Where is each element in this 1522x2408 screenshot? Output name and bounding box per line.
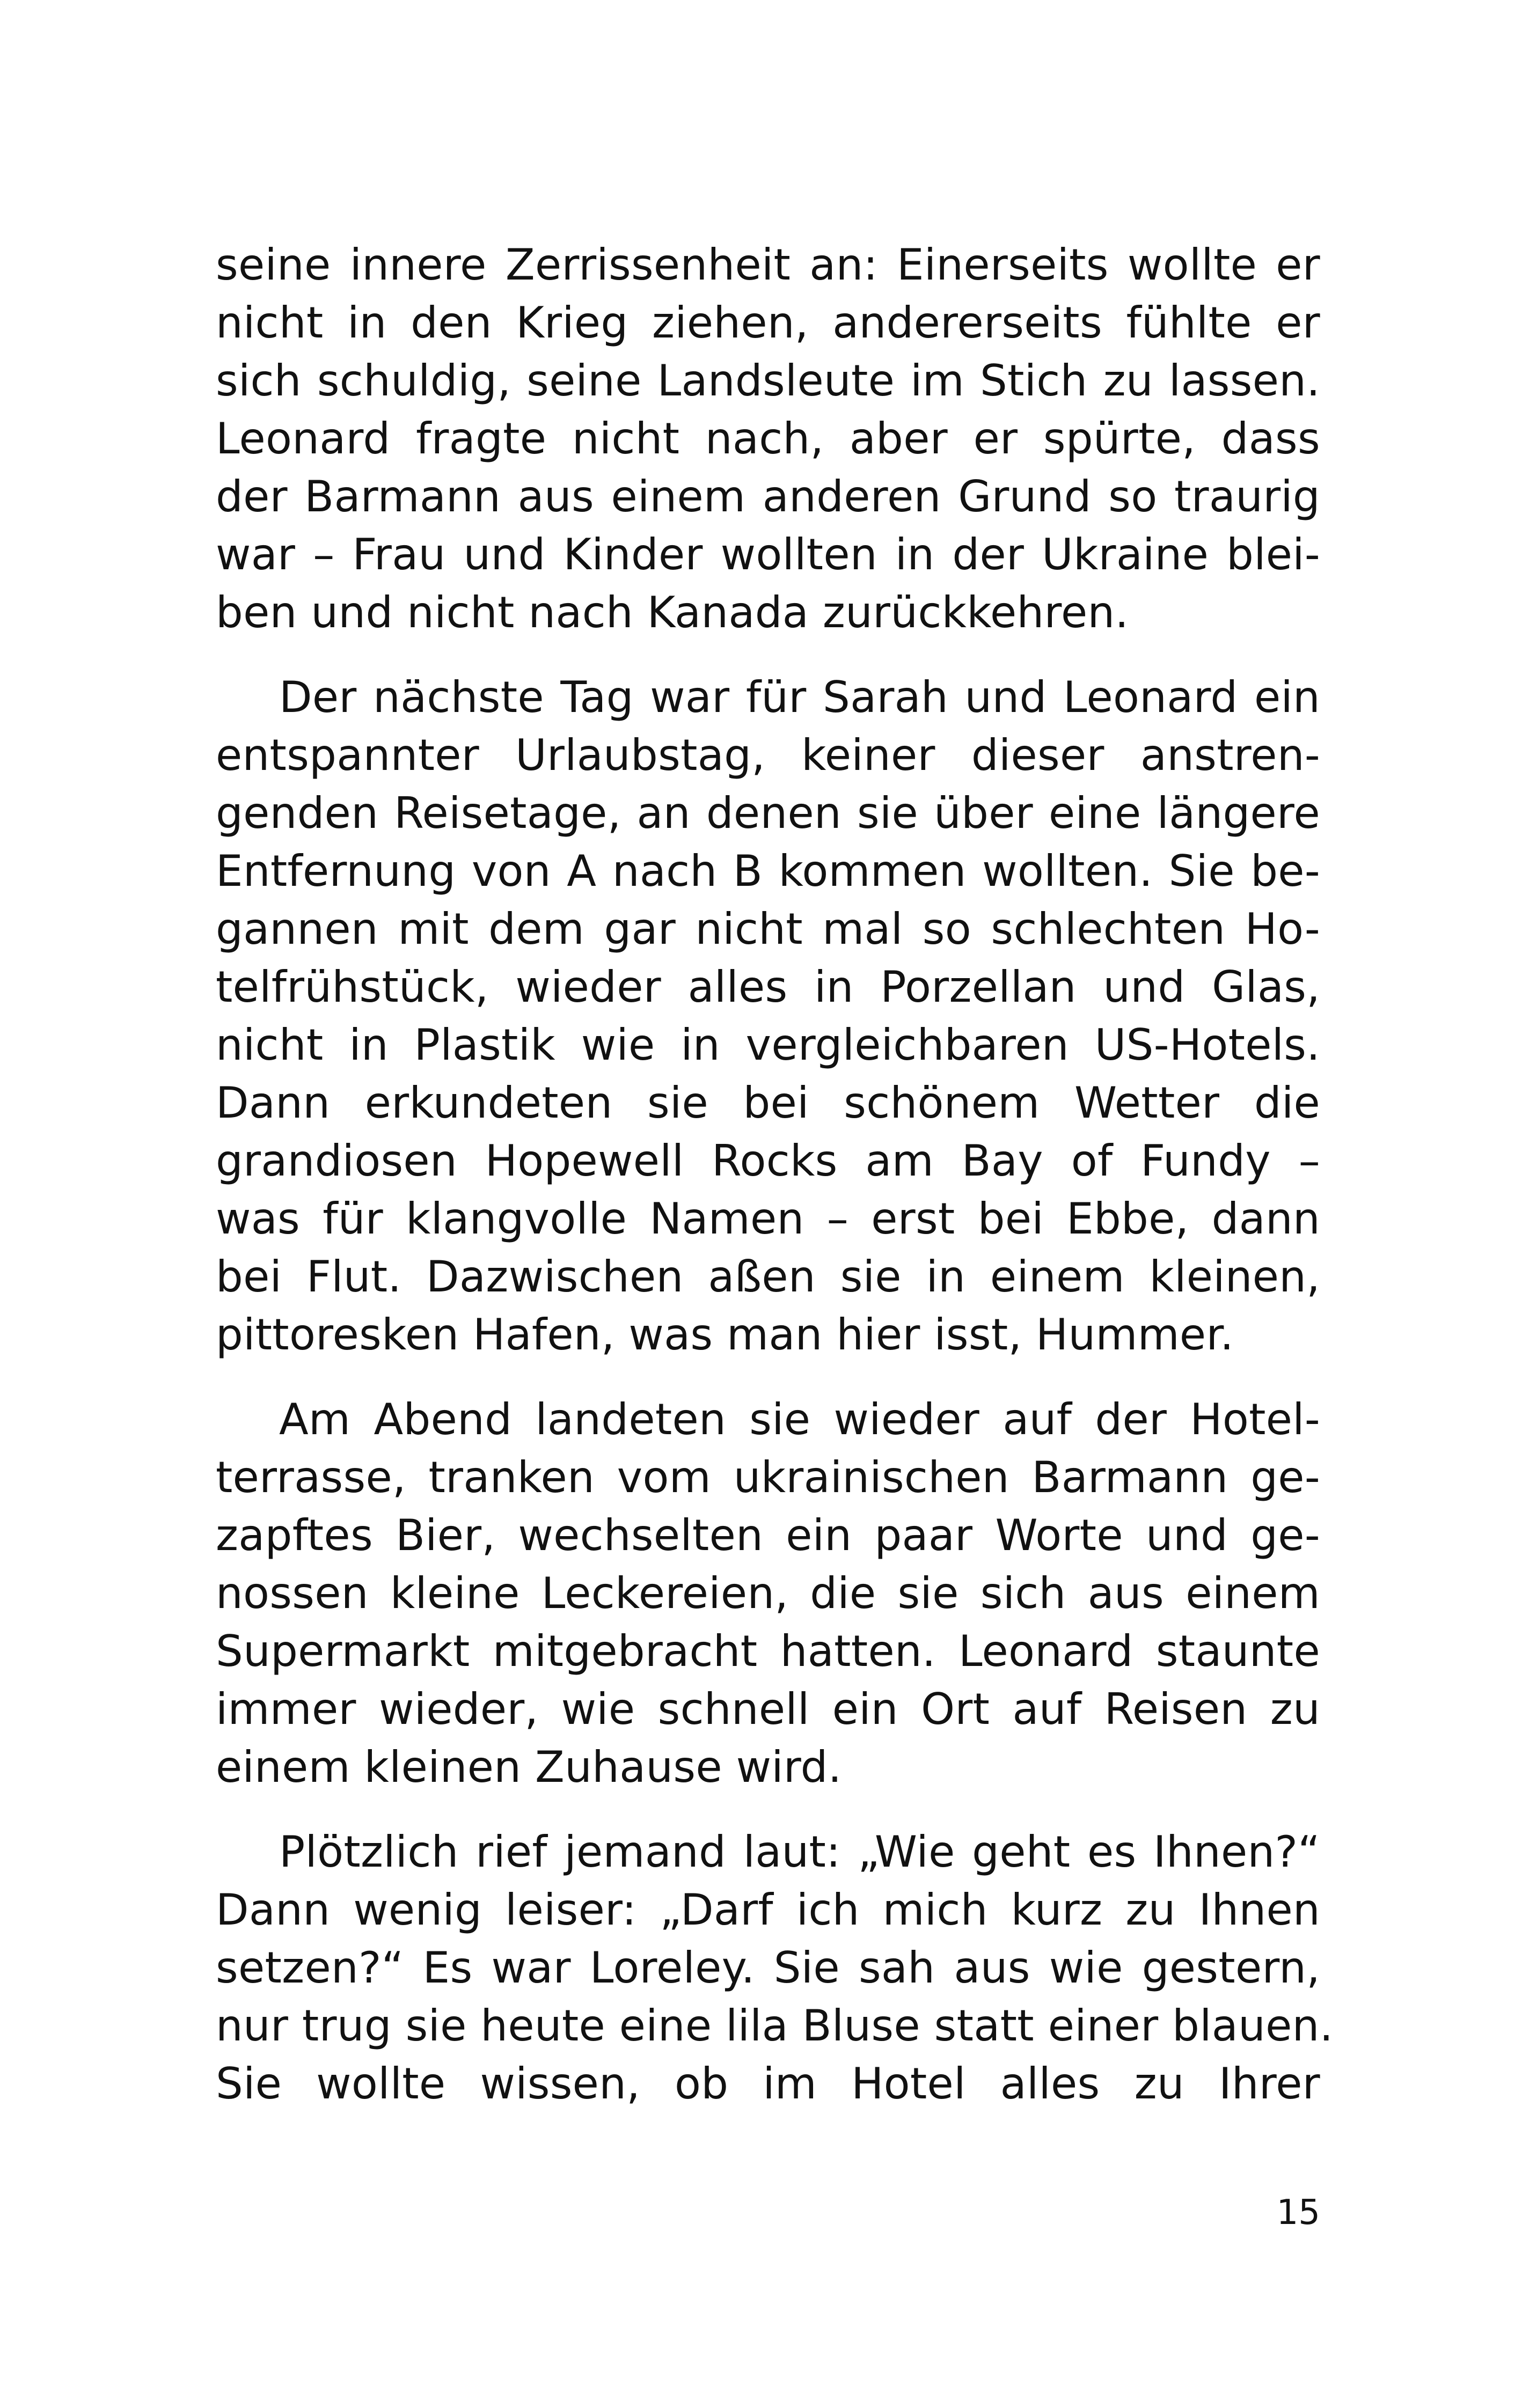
text-line: grandiosen Hopewell Rocks am Bay of Fundy – bbox=[216, 1136, 1320, 1186]
text-line: entspannter Urlaubstag, keiner dieser anstren- bbox=[216, 730, 1320, 780]
text-line: Sie wollte wissen, ob im Hotel alles zu Ihrer bbox=[216, 2059, 1320, 2109]
paragraph-2 bbox=[216, 669, 1320, 1364]
text-line: nur trug sie heute eine lila Bluse statt einer blauen. bbox=[216, 2001, 1334, 2051]
paragraph-1 bbox=[216, 236, 1320, 642]
paragraph-4 bbox=[216, 1823, 1334, 2113]
body-text bbox=[216, 236, 1334, 2113]
text-line: einem kleinen Zuhause wird. bbox=[216, 1742, 842, 1792]
text-line: telfrühstück, wieder alles in Porzellan und Glas, bbox=[216, 962, 1320, 1012]
text-line: genden Reisetage, an denen sie über eine längere bbox=[216, 788, 1320, 838]
text-line: nicht in den Krieg ziehen, andererseits fühlte er bbox=[216, 298, 1320, 348]
text-line: Der nächste Tag war für Sarah und Leonard ein bbox=[279, 672, 1320, 722]
text-line: bei Flut. Dazwischen aßen sie in einem kleinen, bbox=[216, 1252, 1320, 1302]
text-line: Leonard fragte nicht nach, aber er spürte, dass bbox=[216, 414, 1320, 464]
text-line: Entfernung von A nach B kommen wollten. Sie be- bbox=[216, 846, 1320, 896]
text-line: Plötzlich rief jemand laut: „Wie geht es Ihnen?“ bbox=[279, 1827, 1320, 1877]
text-line: seine innere Zerrissenheit an: Einerseits wollte er bbox=[216, 240, 1320, 290]
text-line: nicht in Plastik wie in vergleichbaren US-Hotels. bbox=[216, 1020, 1320, 1070]
text-line: Am Abend landeten sie wieder auf der Hotel- bbox=[279, 1394, 1320, 1444]
text-line: pittoresken Hafen, was man hier isst, Hummer. bbox=[216, 1310, 1234, 1360]
text-line: ben und nicht nach Kanada zurückkehren. bbox=[216, 588, 1129, 637]
text-line: terrasse, tranken vom ukrainischen Barmann ge- bbox=[216, 1452, 1320, 1502]
text-line: zapftes Bier, wechselten ein paar Worte und ge- bbox=[216, 1510, 1320, 1560]
text-line: nossen kleine Leckereien, die sie sich aus einem bbox=[216, 1568, 1320, 1618]
text-line: Dann erkundeten sie bei schönem Wetter die bbox=[216, 1078, 1320, 1128]
page-number: 15 bbox=[1276, 2193, 1320, 2233]
text-line: immer wieder, wie schnell ein Ort auf Reisen zu bbox=[216, 1684, 1320, 1734]
text-line: der Barmann aus einem anderen Grund so traurig bbox=[216, 472, 1320, 522]
text-line: setzen?“ Es war Loreley. Sie sah aus wie gestern, bbox=[216, 1943, 1320, 1993]
text-line: Dann wenig leiser: „Darf ich mich kurz zu Ihnen bbox=[216, 1885, 1320, 1935]
text-line: Supermarkt mitgebracht hatten. Leonard staunte bbox=[216, 1626, 1320, 1676]
text-line: sich schuldig, seine Landsleute im Stich zu lassen. bbox=[216, 356, 1320, 406]
text-line: gannen mit dem gar nicht mal so schlechten Ho- bbox=[216, 904, 1320, 954]
text-line: was für klangvolle Namen – erst bei Ebbe, dann bbox=[216, 1194, 1320, 1244]
text-line: war – Frau und Kinder wollten in der Ukraine blei- bbox=[216, 530, 1320, 579]
paragraph-3 bbox=[216, 1391, 1320, 1796]
